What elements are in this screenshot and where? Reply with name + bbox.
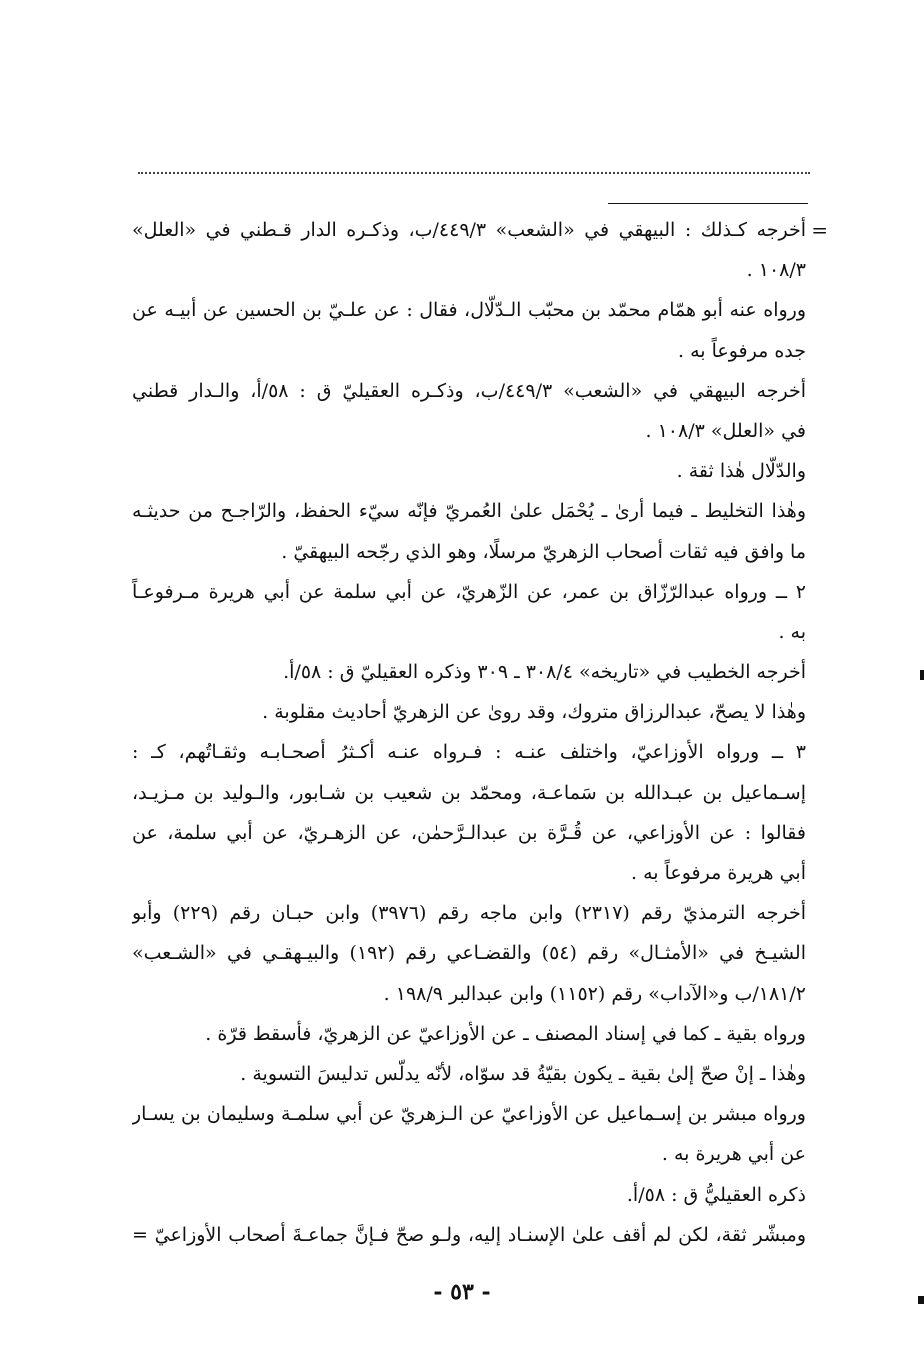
text-line: أخرجه البيهقي في «الشعب» ٤٤٩/٣/ب، وذكـره العقيليّ ق : ٥٨/أ، والـدار قطني [132,379,806,402]
footnote-text-block [132,210,806,1255]
text-line: وهٰذا ـ إنْ صحّ إلىٰ بقية ـ يكون بقيّةُ قد سوّاه، لأنّه يدلّس تدليسَ التسوية . [240,1062,806,1085]
text-line: والدّلّال هٰذا ثقة . [676,460,806,483]
scan-mark-right-upper [920,670,924,680]
text-line: ورواه مبشر بن إسـماعيل عن الأوزاعيّ عن الـزهريّ عن أبي سلمـة وسليمان بن يسـار [132,1103,806,1126]
text-line: ٢ ــ ورواه عبدالرّزّاق بن عمر، عن الزّهريّ، عن أبي سلمة عن أبي هريرة مـرفوعـاً [132,580,806,603]
page-number: - ٥٣ - [433,1279,491,1305]
text-line: أبي هريرة مرفوعاً به . [631,862,806,884]
text-line: ورواه عنه أبو همّام محمّد بن محبّب الـدّلّال، فقال : عن علـيّ بن الحسين عن أبيـه عن [132,299,806,322]
text-line: فقالوا : عن الأوزاعي، عن قُـرَّة بن عبدالـرَّحمٰن، عن الزهـريّ، عن أبي سلمة، عن [132,821,806,844]
text-line: وهٰذا لا يصحّ، عبدالرزاق متروك، وقد روىٰ عن الزهريّ أحاديث مقلوبة . [262,701,806,724]
text-line: ١٨١/٢/ب و«الآداب» رقم (١١٥٢) وابن عبدالبر ١٩٨/٩ . [383,982,806,1005]
text-line: جده مرفوعاً به . [678,339,806,362]
text-line: إسـماعيل بن عبـدالله بن سَماعـة، ومحمّد بن شعيب بن شـابور، والـوليد بن مـزيـد، [132,781,806,804]
text-line: ١٠٨/٣ . [746,259,806,282]
text-line: الشيـخ في «الأمثـال» رقم (٥٤) والقضـاعي رقم (١٩٢) والبيـهقـي في «الشـعب» [132,942,806,965]
text-line: ومبشّر ثقة، لكن لم أقف علىٰ الإسنـاد إليه، ولـو صحّ فـإنَّ جماعـةَ أصحاب الأوزاعيّ = [132,1223,806,1246]
text-line: أخرجه الترمذيّ رقم (٢٣١٧) وابن ماجه رقم (٣٩٧٦) وابن حبـان رقم (٢٢٩) وأبو [132,902,806,925]
text-line: عن أبي هريرة به . [661,1143,806,1166]
text-line: أخرجه كـذلك : البيهقي في «الشعب» ٤٤٩/٣/ب، وذكـره الدار قـطني في «العلل» [132,219,806,241]
text-line: به . [778,620,806,643]
text-line: ورواه بقية ـ كما في إسناد المصنف ـ عن الأوزاعيّ عن الزهريّ، فأسقط قرّة . [205,1022,806,1045]
text-line: وهٰذا التخليط ـ فيما أرىٰ ـ يُحْمَل علىٰ العُمريّ فإنّه سيّء الحفظ، والرّاجـح من حديثـه [132,500,806,523]
text-line: ٣ ــ ورواه الأوزاعيّ، واختلف عنـه : فـرواه عنـه أكـثرُ أصحـابـه وثقـاتُهم، كـ : [132,741,806,764]
text-line: ذكره العقيليُّ ق : ٥٨/أ. [626,1183,806,1206]
text-line: ما وافق فيه ثقات أصحاب الزهريّ مرسلًا، وهو الذي رجّحه البيهقيّ . [281,540,806,563]
text-line: أخرجه الخطيب في «تاريخه» ٣٠٨/٤ ـ ٣٠٩ وذكره العقيليّ ق : ٥٨/أ. [283,661,806,684]
footnote-separator-rule [608,203,808,204]
continuation-marker: = [811,218,828,242]
header-dotted-rule [138,172,810,174]
text-line: في «العلل» ١٠٨/٣ . [645,419,806,442]
